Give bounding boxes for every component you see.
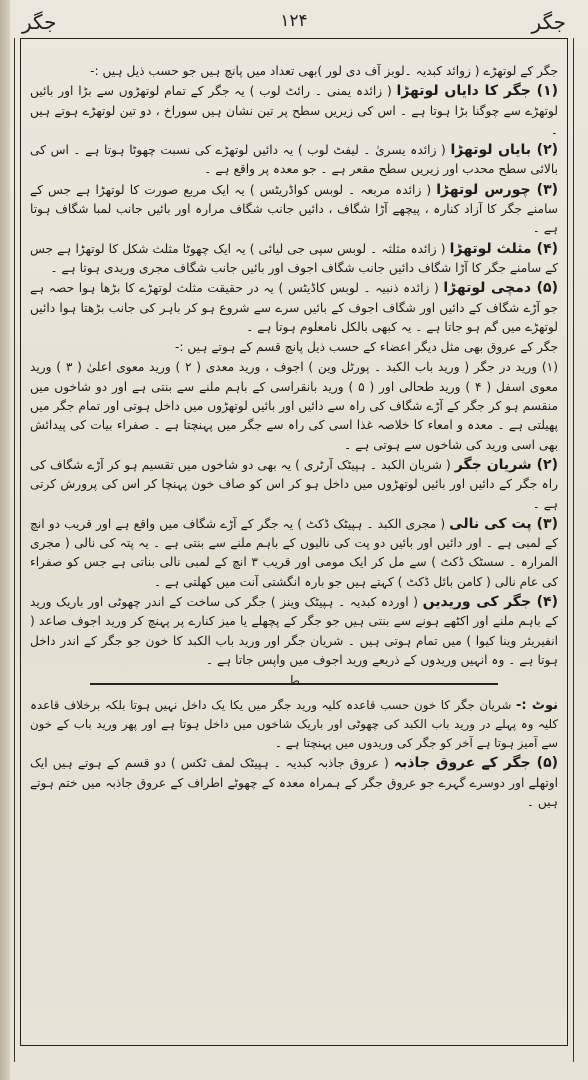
paragraph-text: ( زائدہ مربعہ ۔ لوبس کواڈریٹس ) یہ ایک مربع صورت کا لوتھڑا ہے جس کے سامنے جگر کا آزاد کنارہ ، پیچھے آڑا شگاف ، دائیں جانب شگاف مرارہ اور بائیں جانب لمبا شگاف ہوتا ہے ۔ bbox=[30, 182, 558, 236]
body-paragraph bbox=[30, 279, 558, 337]
paragraph-heading: (۴) جگر کی وریدیں bbox=[422, 594, 558, 611]
body-paragraph bbox=[30, 754, 558, 812]
paragraph-text: جگر کے عروق بھی مثل دیگر اعضاء کے حسب ذیل پانچ قسم کے ہوتے ہیں :- bbox=[175, 340, 558, 355]
paragraph-text: (۱) ورید در جگر ( ورید باب الکبد ۔ پورٹل وین ) اجوف ، ورید معدی ( ۲ ) ورید معوی اعلیٰ ( ۳ ) ورید معوی اسفل ( ۴ ) ورید طحالی اور ( ۵ ) ورید بانقراسی کے باہم ملنے سے بنتی ہے اور دو شاخوں میں منقسم ہو کر جگر کے آڑے شگاف کی راہ سے دائیں اور بائیں لوتھڑوں میں داخل ہوتی اور تمام جگر میں پھیلتی ہے ۔ معدہ و امعاء کا خلاصہ غذا اسی کی راہ سے جگر میں پہنچتا ہے ۔ صفراء بیات کی پیدائش بھی اسی ورید کی شاخوں سے ہوتی ہے ۔ bbox=[30, 360, 559, 452]
body-paragraph bbox=[30, 515, 558, 592]
paragraph-heading: (۴) مثلث لوتھڑا bbox=[449, 240, 559, 257]
paragraph-heading: (۲) بایاں لوتھڑا bbox=[450, 142, 559, 159]
paragraph-text: ( زائدہ یسریٰ ۔ لیفٹ لوب ) یہ دائیں لوتھڑے کی نسبت چھوٹا ہوتا ہے ۔ اس کی بالائی سطح محدب اور زیریں سطح مقعر ہے ۔ جو معدہ پر واقع ہے ۔ bbox=[30, 143, 558, 177]
body-paragraph bbox=[30, 181, 558, 239]
paragraph-heading: (۲) شریان جگر bbox=[454, 456, 558, 473]
paragraph-heading: نوٹ :- bbox=[515, 698, 559, 714]
paragraph-text: ( مجری الکبد ۔ ہپیٹک ڈکٹ ) یہ جگر کے آڑے شگاف میں واقع ہے اور قریب دو انچ کے لمبی ہے ۔ اور دائیں اور بائیں دو پت کی نالیوں کے باہم ملنے سے بنتی ہے ۔ یہ پتہ کی نالی ( مجری المرارہ ۔ سسٹک ڈکٹ ) سے مل کر ایک مومی اور قریب ۳ انچ کے لمبی نالی بناتی ہے جس کو صفراء کی عام نالی ( کامن بائل ڈکٹ ) کہتے ہیں جو بارہ انگشتی آنت میں کھلتی ہے ۔ bbox=[30, 516, 558, 589]
body-paragraph bbox=[30, 82, 558, 140]
page-body bbox=[30, 62, 558, 813]
paragraph-heading: (۵) دمچی لوتھڑا bbox=[443, 280, 558, 297]
note-paragraph bbox=[30, 696, 558, 753]
paragraph-heading: (۵) جگر کے عروق جاذبہ bbox=[393, 755, 559, 772]
body-paragraph bbox=[30, 338, 558, 357]
section-divider bbox=[90, 674, 498, 692]
paragraph-heading: (۳) پت کی نالی bbox=[449, 515, 558, 532]
running-title-left: جگر bbox=[22, 10, 57, 34]
body-paragraph bbox=[30, 593, 558, 670]
page-number: ۱۲۴ bbox=[280, 11, 308, 31]
body-paragraph bbox=[30, 456, 558, 514]
paragraph-text: ( اوردہ کبدیہ ۔ ہپیٹک وینز ) جگر کی ساخت کے اندر چھوٹی اور باریک ورید کے باہم ملنے اور اکٹھے ہونے سے بنتی ہیں جو جگر کے پچھلے یا میز کنارے پر پہنچ کر ورید اجوف صاعد ( انفیریئر وینا کیوا ) میں تمام ہوتی ہیں ۔ شریان جگر اور ورید باب الکبد کا خون جو جگر کے اندر داخل ہوتا ہے ۔ وہ انہیں وریدوں کے ذریعے ورید اجوف میں واپس جاتا ہے ۔ bbox=[30, 595, 558, 667]
paragraph-text: ( شریان الکبد ۔ ہپیٹک آرٹری ) یہ بھی دو شاخوں میں تقسیم ہو کر آڑے شگاف کی راہ جگر کے دائیں اور بائیں لوتھڑوں میں داخل ہو کر اس کو صاف خون پہنچا کر اس کی پرورش کرتی ہے ۔ bbox=[30, 457, 558, 511]
margin-rule-right bbox=[573, 38, 574, 1062]
paragraph-text: شریان جگر کا خون حسب قاعدہ کلیہ ورید جگر میں یکا یک داخل نہیں ہوتا بلکہ برخلاف قاعدہ کلیہ وہ پہلے در ورید باب الکبد کی چھوٹی اور باریک شاخوں میں داخل ہوتا ہے اور پھر ورید باب کے خون سے آمیز ہوتا ہے آخر کو جگر کی وریدوں میں پہنچتا ہے ۔ bbox=[30, 698, 558, 751]
margin-rule-left bbox=[14, 38, 15, 1062]
paragraph-text: ( زائدہ مثلثہ ۔ لوبس سپی جی لیائی ) یہ ایک چھوٹا مثلث شکل کا لوتھڑا ہے جس کے سامنے جگر کا آڑا شگاف دائیں جانب شگاف اجوف اور بائیں جانب شگاف مجری وریدی ہوتا ہے ۔ bbox=[30, 241, 558, 275]
paragraph-heading: (۱) جگر کا دایاں لوتھڑا bbox=[396, 83, 558, 100]
body-paragraph bbox=[30, 358, 558, 454]
paragraph-text: ( عروق جاذبہ کبدیہ ۔ ہپیٹک لمف ٹکس ) دو قسم کے ہوتے ہیں ایک اوتھلے اور دوسرے گہرے جو عروق جگر کے ہمراہ معدہ کے چھوٹے اطراف کے عروق جاذبہ میں ختم ہوتے ہیں ۔ bbox=[30, 756, 558, 809]
paragraph-heading: (۳) چورس لوتھڑا bbox=[436, 181, 559, 198]
page-header bbox=[22, 10, 566, 38]
body-paragraph bbox=[30, 141, 558, 180]
paragraph-text: ( زائدہ ذنبیہ ۔ لوبس کاڈیٹس ) یہ در حقیقت مثلث لوتھڑے کا بڑھا ہوا حصہ ہے جو آڑے شگاف کے دائیں اور شگاف اجوف کے بائیں سرے سے شروع ہو کر باہر کی جانب بڑھتا ہوا دائیں لوتھڑے میں گم ہو جاتا ہے ۔ یہ کبھی بالکل نامعلوم ہوتا ہے ۔ bbox=[30, 281, 558, 334]
paragraph-text: ( زائدہ یمنی ۔ رائٹ لوب ) یہ جگر کے تمام لوتھڑوں سے بڑا اور بائیں لوتھڑے سے چوگنا بڑا ہوتا ہے ۔ اس کی زیریں سطح پر تین نشان ہیں سوراخ ، دو تین لوتھڑے ہوتے ہیں ۔ bbox=[30, 84, 558, 137]
body-paragraph bbox=[30, 240, 558, 279]
divider-mark: ط bbox=[287, 674, 301, 690]
paragraph-text: جگر کے لوتھڑے ( زوائد کبدیہ ۔لوبز آف دی لور )بھی تعداد میں پانچ ہیں جو حسب ذیل ہیں :- bbox=[90, 64, 558, 78]
running-title-right: جگر bbox=[531, 10, 566, 34]
page-edge bbox=[0, 0, 10, 1080]
body-paragraph bbox=[30, 62, 558, 81]
